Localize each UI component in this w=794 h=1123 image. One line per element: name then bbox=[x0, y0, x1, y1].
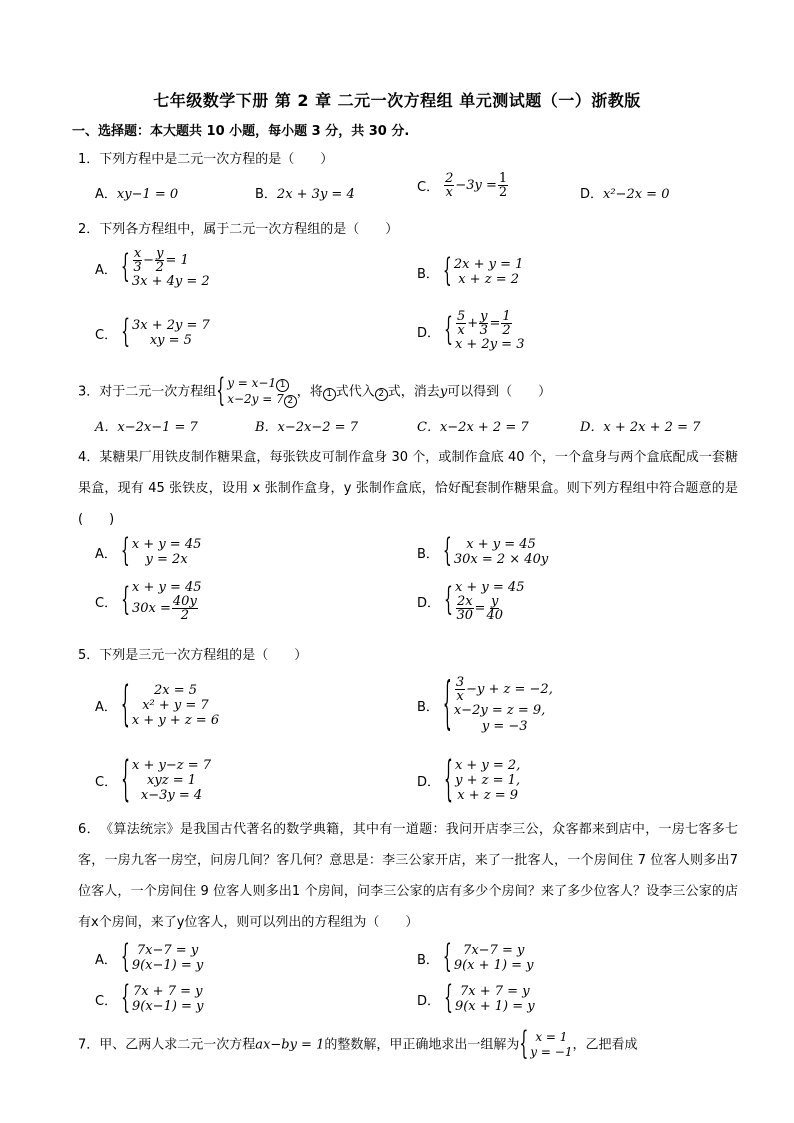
q6-option-a[interactable] bbox=[95, 939, 204, 977]
q4-option-c[interactable] bbox=[95, 580, 202, 622]
equation-system: { x = 1 y = −1 bbox=[519, 1026, 573, 1064]
q1-option-a[interactable] bbox=[95, 183, 178, 202]
option-label: C． bbox=[417, 180, 440, 195]
option-label: D． bbox=[417, 595, 441, 611]
equation-system: { 7x−7 = y 9(x + 1) = y bbox=[442, 939, 534, 977]
option-label: B． bbox=[417, 266, 439, 282]
option-label: D． bbox=[417, 325, 441, 341]
q3-option-d[interactable]: D．x + 2x + 2 = 7 bbox=[580, 420, 701, 435]
option-math: x²−2x = 0 bbox=[603, 187, 670, 202]
equation-system: { 2x = 5 x² + y = 7 x + y + z = 6 bbox=[120, 678, 220, 733]
q4-option-b[interactable] bbox=[417, 533, 549, 571]
option-label: A． bbox=[95, 262, 117, 278]
equation-system: { 7x−7 = y 9(x−1) = y bbox=[120, 939, 204, 977]
equation-system: { x + y = 2, y + z = 1, x + z = 9 bbox=[444, 753, 521, 808]
q6-option-b[interactable] bbox=[417, 939, 534, 977]
equation-system: { 7x + 7 = y 9(x−1) = y bbox=[121, 980, 204, 1018]
fraction: $\frac{2}{x}$ bbox=[445, 171, 454, 200]
option-math: −3y = bbox=[455, 178, 497, 193]
option-label: C． bbox=[95, 595, 118, 611]
equation-system: { x + y = 45 30x = $\frac{40y}{2}$ bbox=[121, 580, 202, 623]
option-label: D． bbox=[417, 775, 441, 790]
q4-option-d[interactable] bbox=[417, 580, 524, 622]
option-label: B． bbox=[417, 952, 439, 968]
question-1-stem: 1．下列方程中是二元一次方程的是（ ） bbox=[78, 152, 334, 167]
question-6-stem: 6． 《算法统宗》是我国古代著名的数学典籍，其中有一道题：我问开店李三公，众客都来到店中，一房七客多七客，一房九客一房空，问房几间？客几何？意思是：李三公家开店，来了一批客人，一个房间住 7 位客人则多出7 位客人，一个房间住 9 位客人则多出1 个房间，问李三公家的店有多少个房间？来了多少位客人？设李三公家的店有x个房间，来了y位客人，则可以列出的方程组为（ ） bbox=[78, 822, 738, 930]
equation-system: { y = x−1 1 x−2y = 7 2 bbox=[216, 376, 296, 408]
equation-system: { $\frac{x}{3}$ − $\frac{y}{2}$ = 1 3x + 4y = 2 bbox=[120, 246, 210, 289]
q3-option-c[interactable]: C．x−2x + 2 = 7 bbox=[417, 420, 529, 435]
q5-option-a[interactable] bbox=[95, 678, 220, 733]
q5-option-b[interactable] bbox=[417, 673, 553, 738]
q3-option-b[interactable]: B．x−2x−2 = 7 bbox=[255, 420, 358, 435]
option-label: B． bbox=[255, 187, 277, 202]
q5-option-d[interactable] bbox=[417, 753, 521, 808]
q2-option-d[interactable] bbox=[417, 310, 524, 352]
option-label: C． bbox=[95, 327, 118, 343]
question-2-stem: 2．下列各方程组中，属于二元一次方程组的是（ ） bbox=[78, 222, 399, 237]
q1-option-c[interactable] bbox=[417, 172, 509, 199]
equation-system: { 2x + y = 1 x + z = 2 bbox=[442, 253, 524, 291]
option-math: xy−1 = 0 bbox=[116, 187, 179, 202]
q1-option-d[interactable] bbox=[580, 183, 669, 202]
equation-system: { 7x + 7 = y 9(x + 1) = y bbox=[444, 980, 535, 1018]
option-label: A． bbox=[95, 952, 117, 968]
page-title: 七年级数学下册 第 2 章 二元一次方程组 单元测试题（一）浙教版 bbox=[153, 91, 641, 110]
option-label: C． bbox=[95, 775, 118, 790]
question-3-stem: 3．对于二元一次方程组 { y = x−1 1 x−2y = 7 2 ，将 1 式代入 2 式，消去y可以得到（ ） bbox=[78, 373, 552, 411]
option-label: B． bbox=[417, 546, 439, 562]
equation-system: { x + y = 45 y = 2x bbox=[120, 533, 202, 571]
fraction: $\frac{1}{2}$ bbox=[498, 171, 508, 200]
equation-system: { 3x + 2y = 7 xy = 5 bbox=[121, 314, 210, 352]
option-label: D． bbox=[580, 187, 604, 202]
q2-option-a[interactable] bbox=[95, 247, 210, 289]
equation-system: { x + y = 45 $\frac{2x}{30}$ = $\frac{y}{40}$ bbox=[444, 580, 525, 623]
question-4-stem: 4．某糖果厂用铁皮制作糖果盒，每张铁皮可制作盒身 30 个，或制作盒底 40 个，一个盒身与两个盒底配成一套糖果盒，现有 45 张铁皮，设用 x 张制作盒身，y 张制作盒底，恰好配套制作糖果盒。则下列方程组中符合题意的是( ) bbox=[78, 450, 738, 527]
question-7-stem: 7．甲、乙两人求二元一次方程ax−by = 1的整数解，甲正确地求出一组解为 { x = 1 y = −1 ，乙把看成 bbox=[78, 1026, 638, 1064]
q3-option-a[interactable]: A．x−2x−1 = 7 bbox=[95, 420, 198, 435]
option-label: A． bbox=[95, 546, 117, 562]
option-label: D． bbox=[417, 993, 441, 1009]
section-heading: 一、选择题：本大题共 10 小题，每小题 3 分，共 30 分. bbox=[72, 124, 410, 139]
option-label: C． bbox=[95, 993, 118, 1009]
equation-system: { x + y−z = 7 xyz = 1 x−3y = 4 bbox=[121, 753, 212, 808]
q5-option-c[interactable] bbox=[95, 753, 212, 808]
option-math: 2x + 3y = 4 bbox=[276, 187, 355, 202]
q2-option-c[interactable] bbox=[95, 314, 210, 352]
q4-option-a[interactable] bbox=[95, 533, 202, 571]
q6-option-d[interactable] bbox=[417, 980, 535, 1018]
q6-option-c[interactable] bbox=[95, 980, 204, 1018]
equation-system: { $\frac{3}{x}$ −y + z = −2, x−2y = z = 9, y = −3 bbox=[442, 673, 553, 738]
option-label: A． bbox=[95, 700, 117, 715]
question-5-stem: 5．下列是三元一次方程组的是（ ） bbox=[78, 648, 308, 663]
equation-system: { $\frac{5}{x}$ + $\frac{y}{3}$ = $\frac{1}{2}$ x + 2y = 3 bbox=[444, 309, 525, 352]
equation-system: { x + y = 45 30x = 2 × 40y bbox=[442, 533, 549, 571]
option-label: A． bbox=[95, 187, 117, 202]
option-label: B． bbox=[417, 700, 439, 715]
q1-option-b[interactable] bbox=[255, 183, 355, 202]
q2-option-b[interactable] bbox=[417, 253, 524, 291]
